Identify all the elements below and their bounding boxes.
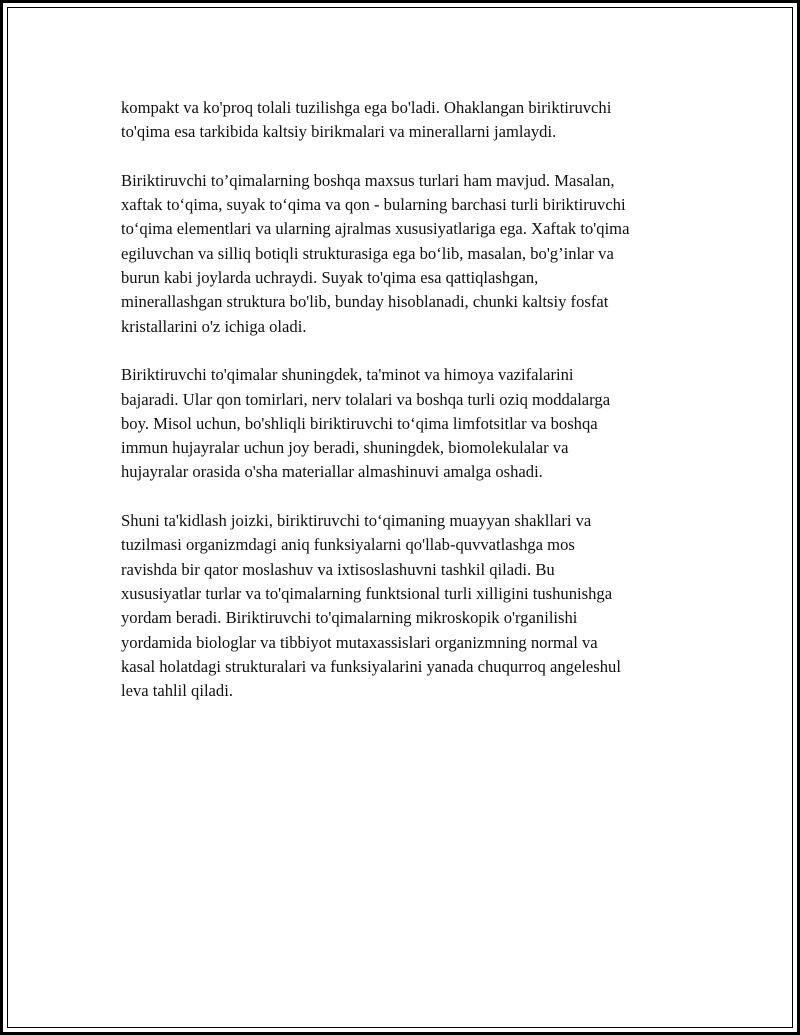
text-line: ravishda bir qator moslashuv va ixtisoslashuvni tashkil qiladi. Bu xyxy=(121,559,555,579)
text-line: kristallarini o'z ichiga oladi. xyxy=(121,316,307,336)
text-line: kasal holatdagi strukturalari va funksiyalarini yanada chuqurroq angeleshul xyxy=(121,656,621,676)
text-line: Shuni ta'kidlash joizki, biriktiruvchi to‘qimaning muayyan shakllari va xyxy=(121,511,592,531)
paragraph-3 xyxy=(121,363,691,484)
text-line: Biriktiruvchi to'qimalar shuningdek, ta'minot va himoya vazifalarini xyxy=(121,365,574,385)
text-line: leva tahlil qiladi. xyxy=(121,681,233,701)
paragraph-4 xyxy=(121,509,691,703)
text-line: burun kabi joylarda uchraydi. Suyak to'qima esa qattiqlashgan, xyxy=(121,268,539,288)
text-line: yordam beradi. Biriktiruvchi to'qimalarning mikroskopik o'rganilishi xyxy=(121,608,578,628)
text-line: tuzilmasi organizmdagi aniq funksiyalarni qo'llab-quvvatlashga mos xyxy=(121,535,575,555)
text-line: egiluvchan va silliq botiqli strukturasiga ega bo‘lib, masalan, bo'g’inlar va xyxy=(121,243,614,263)
paragraph-2 xyxy=(121,169,691,339)
paragraph-1 xyxy=(121,96,691,145)
document-body xyxy=(121,96,691,728)
text-line: bajaradi. Ular qon tomirlari, nerv tolalari va boshqa turli oziq moddalarga xyxy=(121,389,611,409)
text-line: hujayralar orasida o'sha materiallar almashinuvi amalga oshadi. xyxy=(121,462,543,482)
text-line: Biriktiruvchi to’qimalarning boshqa maxsus turlari ham mavjud. Masalan, xyxy=(121,170,615,190)
text-line: to‘qima elementlari va ularning ajralmas xususiyatlariga ega. Xaftak to'qima xyxy=(121,219,630,239)
text-line: xaftak to‘qima, suyak to‘qima va qon - bularning barchasi turli biriktiruvchi xyxy=(121,195,626,215)
text-line: to'qima esa tarkibida kaltsiy birikmalari va minerallarni jamlaydi. xyxy=(121,122,557,142)
text-line: boy. Misol uchun, bo'shliqli biriktiruvchi to‘qima limfotsitlar va boshqa xyxy=(121,413,598,433)
text-line: xususiyatlar turlar va to'qimalarning funktsional turli xilligini tushunishga xyxy=(121,583,613,603)
text-line: yordamida biologlar va tibbiyot mutaxassislari organizmning normal va xyxy=(121,632,598,652)
text-line: kompakt va ko'proq tolali tuzilishga ega bo'ladi. Ohaklangan biriktiruvchi xyxy=(121,98,612,117)
text-line: minerallashgan struktura bo'lib, bunday hisoblanadi, chunki kaltsiy fosfat xyxy=(121,292,609,312)
text-line: immun hujayralar uchun joy beradi, shuningdek, biomolekulalar va xyxy=(121,438,569,458)
